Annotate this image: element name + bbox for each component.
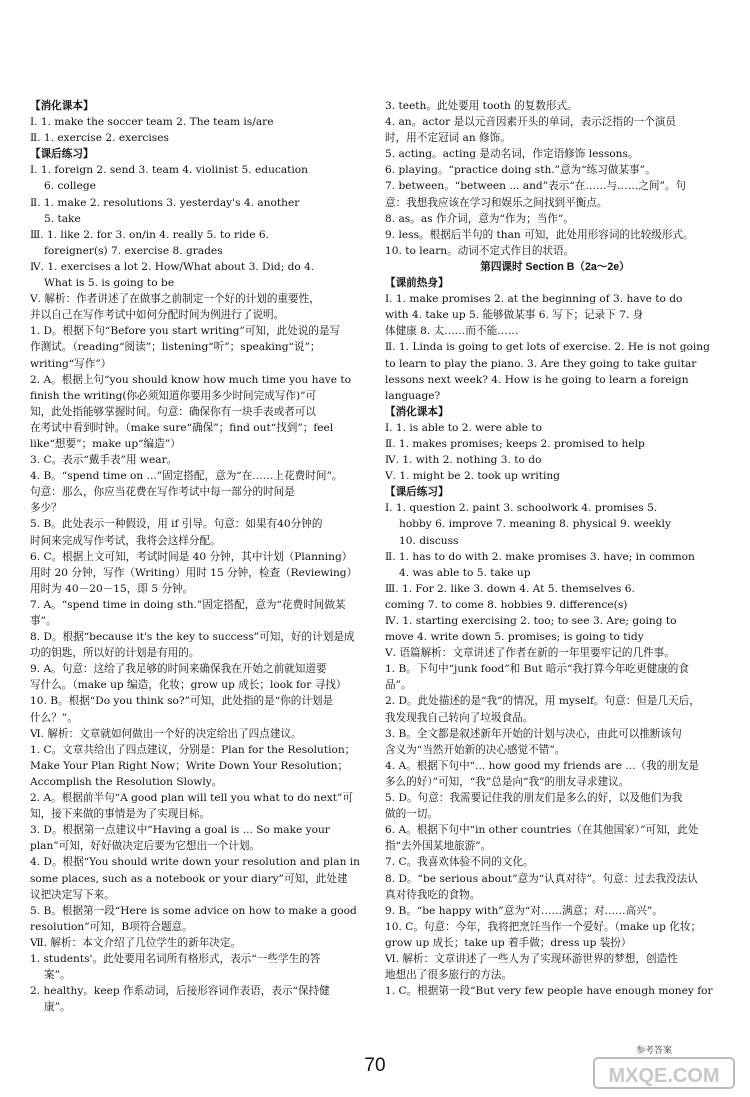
answer-line: 事”。 (30, 615, 57, 627)
answer-line: Ⅲ. 1. For 2. like 3. down 4. At 5. themselves 6. (385, 582, 635, 595)
answer-line: foreigner(s) 7. exercise 8. grades (44, 244, 223, 257)
answer-line: 在考试中看到时钟。（make sure“确保”；find out“找到”；feel (30, 421, 334, 434)
answer-line: Ⅰ. 1. make promises 2. at the beginning of 3. have to do (385, 293, 683, 306)
answer-line: 做的一切。 (385, 808, 438, 821)
section-heading: 【消化课本】 (30, 100, 94, 112)
answer-line: writing“写作”） (30, 357, 112, 370)
answer-line: 知，此处指能够掌握时间。句意：确保你有一块手表或者可以 (30, 405, 317, 418)
section-heading: 【课后练习】 (385, 486, 449, 499)
answer-line: Ⅴ. 解析：作者讲述了在做事之前制定一个好的计划的重要性， (30, 293, 320, 306)
answer-line: Ⅰ. 1. is able to 2. were able to (385, 421, 542, 434)
answer-line: move 4. write down 5. promises; is going to tidy (385, 631, 644, 644)
answer-line: 多少？ (30, 502, 62, 515)
answer-line: 用时 20 分钟，写作（Writing）用时 15 分钟，检查（Reviewing） (30, 566, 358, 579)
answer-line: Ⅲ. 1. like 2. for 3. on/in 4. really 5. to ride 6. (30, 228, 269, 241)
answer-line: 2. D。此处描述的是“我”的情况，用 myself。句意：但是几天后， (385, 695, 700, 708)
answer-line: 7. A。“spend time in doing sth.”固定搭配，意为“花费时间做某 (30, 598, 346, 611)
answer-line: Ⅳ. 1. exercises a lot 2. How/What about 3. Did; do 4. (30, 260, 315, 273)
answer-line: 作测试。（reading“阅读”；listening“听”；speaking“说”； (30, 341, 321, 354)
answer-line: grow up 成长；take up 着手做；dress up 装扮） (385, 936, 632, 949)
answer-line: Ⅴ. 语篇解析：文章讲述了作者在新的一年里要牢记的几件事。 (385, 647, 675, 660)
answer-line: like“想要”；make up“编造”） (30, 437, 181, 450)
answer-line: 5. D。句意：我需要记住我的朋友们是多么的好，以及他们为我 (385, 792, 683, 805)
answer-line: 6. playing。“practice doing sth.”意为“练习做某事”。 (385, 164, 656, 177)
answer-line: 体健康 8. 太……而不能…… (385, 325, 519, 338)
section-heading: 【课前热身】 (385, 277, 449, 290)
answer-line: 康”。 (44, 1001, 71, 1014)
answer-line: 7. C。我喜欢体验不同的文化。 (385, 856, 534, 869)
watermark-text: 参考答案 (636, 1045, 673, 1055)
answer-line: 6. A。根据下句中“in other countries（在其他国家）”可知，此处 (385, 824, 699, 837)
answer-line: 案”。 (44, 969, 71, 982)
answer-line: 地想出了很多旅行的方法。 (385, 969, 513, 982)
answer-line: Accomplish the Resolution Slowly。 (30, 775, 223, 788)
answer-line: 10. to learn。动词不定式作目的状语。 (385, 244, 575, 257)
left-column (30, 98, 368, 1015)
answer-line: 1. B。下句中“junk food”和 But 暗示“我打算今年吃更健康的食 (385, 663, 689, 676)
answer-line: 议把决定写下来。 (30, 888, 115, 901)
answer-line: 时间来完成写作考试，我将会这样分配。 (30, 534, 221, 547)
answer-line: Ⅱ. 1. make 2. resolutions 3. yesterday's 4. another (30, 196, 300, 209)
answer-line: What is 5. is going to be (44, 277, 175, 290)
answer-line: 4. D。根据“You should write down your resolution and plan in (30, 856, 360, 869)
answer-line: 5. take (44, 212, 81, 225)
answer-line: 1. students'。此处要用名词所有格形式，表示“一些学生的答 (30, 952, 321, 965)
answer-line: 9. less。根据后半句的 than 可知，此处用形容词的比较级形式。 (385, 228, 694, 241)
answer-line: 指“去外国某地旅游”。 (385, 840, 492, 853)
answer-line: 功的钥匙，所以好的计划是有用的。 (30, 647, 200, 660)
answer-line: 真对待我吃的食物。 (385, 888, 481, 901)
answer-line: 时，用不定冠词 an 修饰。 (385, 132, 511, 145)
answer-line: language? (385, 389, 441, 402)
answer-line: 10. discuss (399, 534, 459, 547)
answer-line: 7. between。“between ... and”表示“在……与……之间”。句 (385, 180, 687, 193)
answer-line: to learn to play the piano. 3. Are they going to take guitar (385, 357, 697, 370)
answer-line: Ⅰ. 1. make the soccer team 2. The team is/are (30, 116, 274, 129)
answer-line: hobby 6. improve 7. meaning 8. physical 9. weekly (399, 518, 671, 531)
answer-line: 含义为“当然开始新的决心感觉不错”。 (385, 743, 566, 756)
answer-line: 5. B。此处表示一种假设，用 if 引导。句意：如果有40分钟的 (30, 518, 323, 531)
answer-line: resolution”可知，B项符合题意。 (30, 920, 193, 933)
answer-line: Ⅵ. 解析：文章就如何做出一个好的决定给出了四点建议。 (30, 727, 302, 740)
section-heading: 【消化课本】 (385, 405, 449, 418)
answer-line: lessons next week? 4. How is he going to learn a foreign (385, 373, 689, 386)
answer-line: 1. C。根据第一段“But very few people have enough money for (385, 985, 713, 998)
answer-line: 8. D。“be serious about”意为“认真对待”。句意：过去我没法认 (385, 872, 698, 885)
answer-line: finish the writing(你必须知道你要用多少时间完成写作)”可 (30, 389, 317, 402)
answer-line: 4. B。“spend time on ...”固定搭配，意为“在……上花费时间”。 (30, 470, 343, 483)
answer-line: 9. A。句意：这给了我足够的时间来确保我在开始之前就知道要 (30, 663, 327, 676)
answer-line: 3. B。全文都是叙述新年开始的计划与决心，由此可以推断该句 (385, 727, 682, 740)
answer-line: Ⅴ. 1. might be 2. took up writing (385, 470, 560, 483)
answer-line: coming 7. to come 8. hobbies 9. difference(s) (385, 598, 628, 611)
answer-line: 用时为 40－20－15，即 5 分钟。 (30, 582, 194, 595)
answer-line: 8. D。根据“because it's the key to success”可知，好的计划是成 (30, 631, 355, 644)
answer-line: 5. B。根据第一段“Here is some advice on how to make a good (30, 904, 357, 917)
answer-line: Ⅱ. 1. exercise 2. exercises (30, 132, 169, 145)
answer-line: 2. A。根据前半句“A good plan will tell you what to do next”可 (30, 792, 354, 805)
answer-line: 写什么。（make up 编造，化妆；grow up 成长；look for 寻找） (30, 679, 347, 692)
answer-line: 1. C。文章共给出了四点建议，分别是：Plan for the Resolution； (30, 743, 356, 756)
answer-line: Ⅳ. 1. with 2. nothing 3. to do (385, 454, 542, 467)
lesson-title: 第四课时 Section B（2a～2e） (480, 260, 630, 273)
answer-line: Ⅱ. 1. makes promises; keeps 2. promised to help (385, 437, 645, 450)
answer-line: Make Your Plan Right Now；Write Down Your Resolution； (30, 759, 349, 772)
answer-line: 5. acting。acting 是动名词，作定语修饰 lessons。 (385, 148, 639, 161)
answer-line: Ⅵ. 解析：文章讲述了一些人为了实现环游世界的梦想，创造性 (385, 952, 678, 965)
answer-line: 6. college (44, 180, 96, 193)
answer-line: 4. was able to 5. take up (399, 566, 531, 579)
answer-line: 多么的好）”可知，“我”总是向“我”的朋友寻求建议。 (385, 775, 630, 788)
answer-line: 1. D。根据下句“Before you start writing”可知，此处说的是写 (30, 325, 341, 338)
page-number: 70 (364, 1055, 386, 1076)
answer-line: 4. an。actor 是以元音因素开头的单词，表示泛指的一个演员 (385, 116, 676, 129)
answer-line: 10. B。根据“Do you think so?”可知，此处指的是“你的计划是 (30, 695, 334, 708)
answer-line: Ⅱ. 1. Linda is going to get lots of exercise. 2. He is not going (385, 341, 710, 354)
answer-line: 4. A。根据下句中“... how good my friends are ...（我的朋友是 (385, 759, 700, 772)
answer-line: 我发现我自己转向了垃圾食品。 (385, 711, 534, 724)
watermark-url: MXQE.COM (608, 1065, 720, 1087)
section-heading: 【课后练习】 (30, 148, 94, 161)
answer-line: 句意：那么，你应当花费在写作考试中每一部分的时间是 (30, 486, 295, 499)
answer-line: 3. D。根据第一点建议中“Having a goal is ... So make your (30, 824, 330, 837)
answer-line: Ⅳ. 1. starting exercising 2. too; to see 3. Are; going to (385, 615, 677, 627)
answer-line: 2. healthy。keep 作系动词，后接形容词作表语，表示“保持健 (30, 985, 330, 998)
answer-line: some places, such as a notebook or your diary”可知，此处建 (30, 872, 348, 885)
answer-line: 9. B。“be happy with”意为“对……满意；对……高兴”。 (385, 904, 663, 917)
answer-line: 2. A。根据上句“you should know how much time you have to (30, 373, 352, 386)
answer-line: Ⅰ. 1. question 2. paint 3. schoolwork 4. promises 5. (385, 502, 658, 515)
answer-line: 8. as。as 作介词，意为“作为；当作”。 (385, 212, 574, 225)
answer-line: Ⅰ. 1. foreign 2. send 3. team 4. violinist 5. education (30, 164, 308, 177)
answer-line: Ⅱ. 1. has to do with 2. make promises 3. have; in common (385, 550, 695, 563)
answer-line: 6. C。根据上文可知，考试时间是 40 分钟，其中计划（Planning） (30, 550, 353, 563)
answer-line: Ⅶ. 解析：本文介绍了几位学生的新年决定。 (30, 936, 242, 949)
answer-line: 3. teeth。此处要用 tooth 的复数形式。 (385, 100, 578, 112)
right-column (385, 98, 725, 999)
answer-line: plan”可知，好好做决定后要为它想出一个计划。 (30, 840, 261, 853)
answer-line: with 4. take up 5. 能够做某事 6. 写下；记录下 7. 身 (385, 309, 644, 322)
answer-line: 3. C。表示“戴手表”用 wear。 (30, 454, 178, 467)
answer-line: 并以自己在写作考试中如何分配时间为例进行了说明。 (30, 309, 285, 322)
answer-line: 意：我想我应该在学习和娱乐之间找到平衡点。 (385, 196, 608, 209)
answer-line: 品”。 (385, 679, 412, 692)
answer-line: 10. C。句意：今年，我将把烹饪当作一个爱好。（make up 化妆； (385, 920, 702, 933)
answer-line: 知，接下来做的事情是为了实现目标。 (30, 808, 211, 821)
answer-line: 什么？”。 (30, 711, 78, 724)
